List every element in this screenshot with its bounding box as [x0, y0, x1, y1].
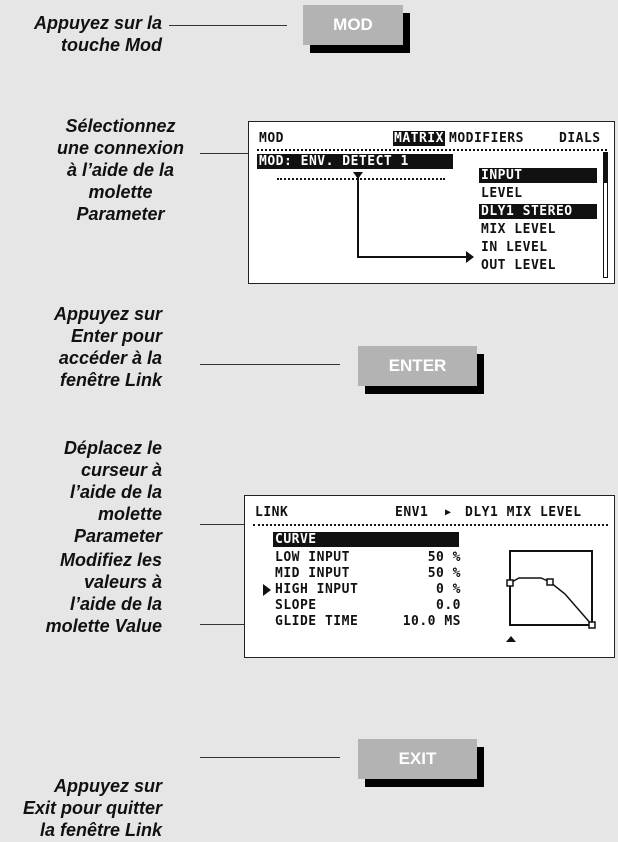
- enter-button[interactable]: [358, 346, 477, 386]
- mod-title: MOD: [259, 131, 284, 146]
- link-title: LINK: [255, 505, 289, 520]
- tab-modifiers[interactable]: MODIFIERS: [449, 131, 524, 146]
- param-name[interactable]: MID INPUT: [275, 566, 350, 581]
- header-divider: [257, 149, 607, 151]
- step3-line4: fenêtre Link: [59, 370, 162, 390]
- dest-item[interactable]: IN LEVEL: [481, 240, 548, 255]
- param-value[interactable]: 50 %: [427, 550, 461, 565]
- route-to: DLY1 MIX LEVEL: [465, 505, 582, 520]
- step1-instruction: [34, 12, 162, 56]
- param-value[interactable]: 50 %: [427, 566, 461, 581]
- step5-line3: l’aide de la: [69, 594, 162, 614]
- curve-point-low: [507, 580, 513, 586]
- step4-line5: Parameter: [73, 526, 162, 546]
- param-curve[interactable]: CURVE: [273, 532, 459, 547]
- tab-matrix[interactable]: MATRIX: [394, 131, 444, 146]
- exit-button-label[interactable]: EXIT: [358, 739, 477, 779]
- param-name[interactable]: HIGH INPUT: [275, 582, 359, 597]
- mod-button-label[interactable]: MOD: [303, 5, 403, 45]
- exit-button[interactable]: [358, 739, 477, 779]
- param-name[interactable]: GLIDE TIME: [275, 614, 359, 629]
- step3-instruction: [54, 303, 162, 391]
- leader-line: [200, 624, 244, 625]
- step4-line3: l’aide de la: [69, 482, 162, 502]
- step4-instruction: [64, 437, 162, 547]
- mod-source[interactable]: MOD: ENV. DETECT 1: [257, 154, 453, 169]
- step4-line2: curseur à: [80, 460, 162, 480]
- scrollbar-thumb[interactable]: [604, 153, 607, 183]
- dest-item[interactable]: DLY1 STEREO: [479, 204, 597, 219]
- leader-line: [200, 757, 340, 758]
- param-value[interactable]: 0 %: [436, 582, 461, 597]
- curve-graph: [505, 546, 605, 654]
- link-display: [244, 495, 615, 658]
- enter-button-label[interactable]: ENTER: [358, 346, 477, 386]
- step3-line3: accéder à la: [58, 348, 162, 368]
- dest-item[interactable]: INPUT: [479, 168, 597, 183]
- step1-line2: touche Mod: [61, 35, 162, 55]
- dest-item[interactable]: MIX LEVEL: [481, 222, 556, 237]
- step5-line2: valeurs à: [83, 572, 162, 592]
- pointer-arrow-icon: [466, 251, 474, 263]
- dest-item[interactable]: LEVEL: [481, 186, 523, 201]
- curve-point-mid: [547, 579, 553, 585]
- step5-line4: molette Value: [45, 616, 162, 636]
- tab-dials[interactable]: DIALS: [559, 131, 601, 146]
- cursor-arrow-icon: [263, 584, 271, 596]
- step3-line2: Enter pour: [70, 326, 162, 346]
- step1-line1: Appuyez sur la: [33, 13, 162, 33]
- param-value[interactable]: 10.0 MS: [402, 614, 461, 629]
- leader-line: [200, 153, 248, 154]
- step2-line3: à l’aide de la: [66, 160, 175, 180]
- param-name[interactable]: LOW INPUT: [275, 550, 350, 565]
- route-from: ENV1: [395, 505, 429, 520]
- connection-line: [357, 178, 359, 258]
- step4-line1: Déplacez le: [63, 438, 162, 458]
- param-value[interactable]: 0.0: [436, 598, 461, 613]
- dest-item[interactable]: OUT LEVEL: [481, 258, 556, 273]
- leader-line: [200, 524, 244, 525]
- leader-line: [169, 25, 287, 26]
- curve-point-high: [589, 622, 595, 628]
- step2-instruction: [57, 115, 184, 225]
- position-marker-icon: [506, 636, 516, 642]
- step6-line3: la fenêtre Link: [39, 820, 162, 840]
- mod-button[interactable]: [303, 5, 403, 45]
- step2-line1: Sélectionnez: [65, 116, 176, 136]
- route-arrow-icon: ▶: [445, 507, 452, 518]
- mod-matrix-display: [248, 121, 615, 284]
- step4-line4: molette: [97, 504, 162, 524]
- scrollbar[interactable]: [603, 152, 608, 278]
- header-divider: [253, 524, 608, 526]
- step5-instruction: [46, 549, 162, 637]
- step6-line1: Appuyez sur: [53, 776, 162, 796]
- leader-line: [200, 364, 340, 365]
- step3-line1: Appuyez sur: [53, 304, 162, 324]
- step5-line1: Modifiez les: [59, 550, 162, 570]
- step2-line2: une connexion: [56, 138, 184, 158]
- param-name[interactable]: SLOPE: [275, 598, 317, 613]
- step2-line5: Parameter: [76, 204, 165, 224]
- step6-line2: Exit pour quitter: [23, 798, 162, 818]
- connection-line: [357, 256, 467, 258]
- step6-instruction: [23, 775, 162, 841]
- step2-line4: molette: [88, 182, 153, 202]
